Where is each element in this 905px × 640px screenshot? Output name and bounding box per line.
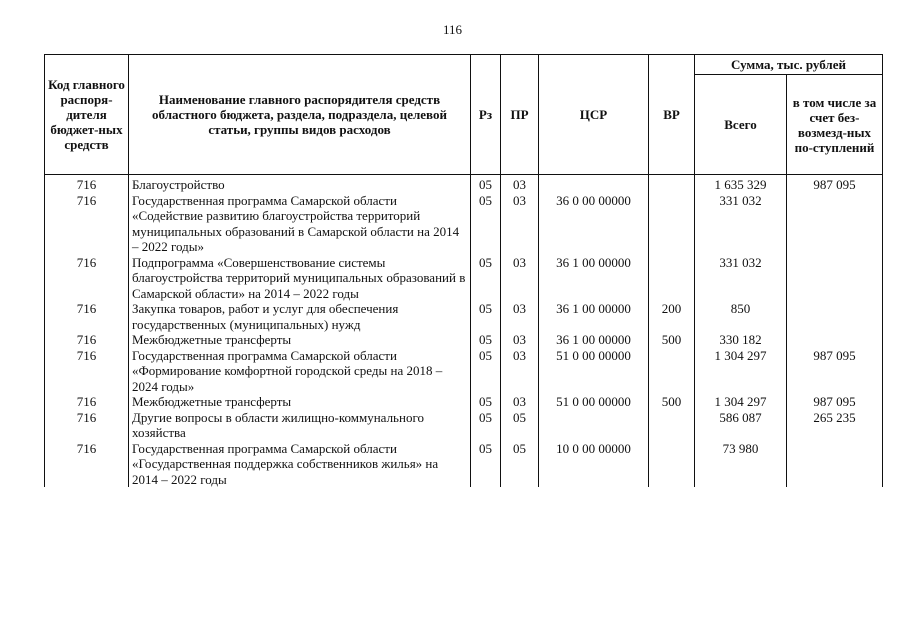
cell-code: 716 [45,193,129,255]
cell-csr [539,410,649,441]
cell-vr: 200 [649,301,695,332]
cell-incl [787,301,883,332]
header-incl: в том числе за счет без-возмезд-ных по-ступлений [787,75,883,175]
table-row [45,332,883,348]
cell-code: 716 [45,348,129,395]
cell-name: Закупка товаров, работ и услуг для обеспечения государственных (муниципальных) нужд [129,301,471,332]
cell-pr: 05 [501,441,539,488]
cell-vr: 500 [649,332,695,348]
cell-incl: 987 095 [787,348,883,395]
cell-rz: 05 [471,394,501,410]
table-row [45,441,883,488]
cell-incl [787,193,883,255]
cell-vr [649,255,695,302]
cell-rz: 05 [471,441,501,488]
cell-code: 716 [45,332,129,348]
table-row [45,255,883,302]
cell-name: Государственная программа Самарской области «Государственная поддержка собственников жилья» на 2014 – 2022 годы [129,441,471,488]
cell-csr [539,175,649,193]
table-row [45,175,883,193]
budget-table [44,54,883,487]
cell-vr: 500 [649,394,695,410]
header-name: Наименование главного распорядителя средств областного бюджета, раздела, подраздела, целевой статьи, группы видов расходов [129,55,471,175]
cell-total: 1 304 297 [695,394,787,410]
cell-total: 1 635 329 [695,175,787,193]
cell-total: 331 032 [695,193,787,255]
cell-code: 716 [45,394,129,410]
cell-total: 331 032 [695,255,787,302]
table-row [45,348,883,395]
cell-rz: 05 [471,175,501,193]
table-row [45,410,883,441]
header-csr: ЦСР [539,55,649,175]
cell-csr: 36 1 00 00000 [539,301,649,332]
cell-pr: 03 [501,175,539,193]
cell-rz: 05 [471,348,501,395]
cell-name: Межбюджетные трансферты [129,394,471,410]
cell-pr: 05 [501,410,539,441]
table-row [45,394,883,410]
cell-incl: 987 095 [787,394,883,410]
header-pr: ПР [501,55,539,175]
cell-rz: 05 [471,332,501,348]
cell-total: 586 087 [695,410,787,441]
cell-vr [649,193,695,255]
cell-code: 716 [45,175,129,193]
cell-name: Другие вопросы в области жилищно-коммунального хозяйства [129,410,471,441]
header-total: Всего [695,75,787,175]
table-row [45,301,883,332]
table-row [45,193,883,255]
cell-pr: 03 [501,332,539,348]
cell-code: 716 [45,301,129,332]
cell-name: Государственная программа Самарской области «Формирование комфортной городской среды на 2018 – 2024 годы» [129,348,471,395]
cell-pr: 03 [501,394,539,410]
cell-vr [649,348,695,395]
cell-incl [787,441,883,488]
cell-csr: 51 0 00 00000 [539,394,649,410]
cell-total: 850 [695,301,787,332]
cell-incl: 265 235 [787,410,883,441]
page-number: 116 [442,22,463,37]
cell-total: 330 182 [695,332,787,348]
cell-rz: 05 [471,410,501,441]
cell-rz: 05 [471,301,501,332]
cell-name: Подпрограмма «Совершенствование системы благоустройства территорий муниципальных образований в Самарской области» на 2014 – 2022 годы [129,255,471,302]
cell-code: 716 [45,410,129,441]
cell-name: Межбюджетные трансферты [129,332,471,348]
cell-code: 716 [45,441,129,488]
cell-vr [649,441,695,488]
cell-rz: 05 [471,255,501,302]
cell-csr: 51 0 00 00000 [539,348,649,395]
cell-incl [787,332,883,348]
header-rz: Рз [471,55,501,175]
cell-rz: 05 [471,193,501,255]
cell-csr: 10 0 00 00000 [539,441,649,488]
cell-pr: 03 [501,348,539,395]
cell-csr: 36 1 00 00000 [539,255,649,302]
cell-incl [787,255,883,302]
cell-total: 1 304 297 [695,348,787,395]
cell-incl: 987 095 [787,175,883,193]
cell-csr: 36 1 00 00000 [539,332,649,348]
cell-code: 716 [45,255,129,302]
header-vr: ВР [649,55,695,175]
table-header [45,55,883,175]
cell-vr [649,175,695,193]
cell-name: Благоустройство [129,175,471,193]
cell-pr: 03 [501,301,539,332]
cell-pr: 03 [501,193,539,255]
cell-pr: 03 [501,255,539,302]
header-sum: Сумма, тыс. рублей [695,55,883,75]
cell-name: Государственная программа Самарской области «Содействие развитию благоустройства территорий муниципальных образований в Самарской области на 2014 – 2022 годы» [129,193,471,255]
header-code: Код главного распоря-дителя бюджет-ных средств [45,55,129,175]
cell-csr: 36 0 00 00000 [539,193,649,255]
cell-total: 73 980 [695,441,787,488]
table-body [45,175,883,488]
cell-vr [649,410,695,441]
